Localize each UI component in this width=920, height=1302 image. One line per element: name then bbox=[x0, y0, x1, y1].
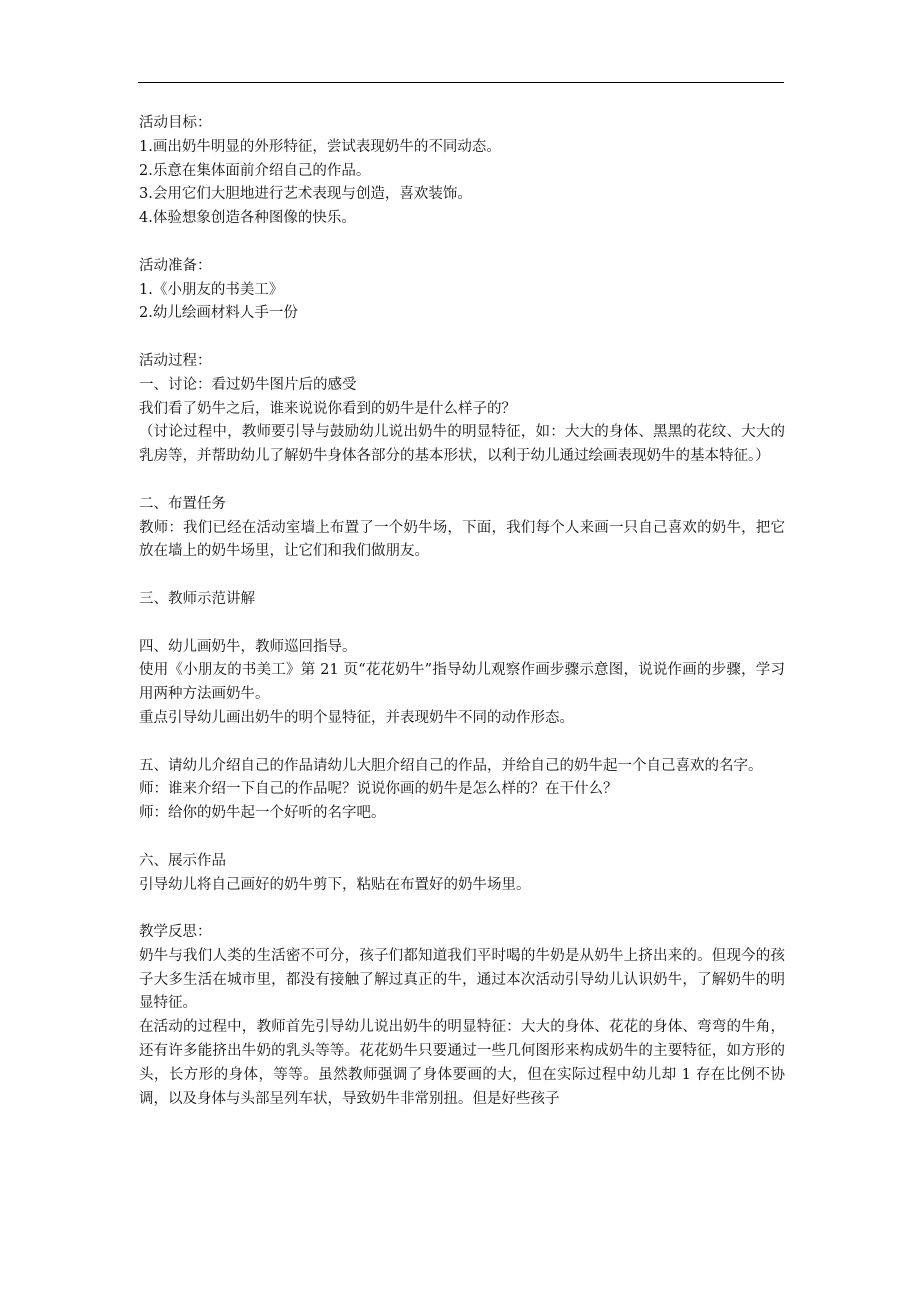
prep-item: 2.幼儿绘画材料人手一份 bbox=[139, 305, 298, 322]
spacer bbox=[139, 897, 785, 921]
spacer bbox=[139, 231, 785, 255]
step4-text: 使用《小朋友的书美工》第 21 页“花花奶牛”指导幼儿观察作画步骤示意图，说说作画的步骤，学习用两种方法画奶牛。 bbox=[139, 662, 785, 703]
reflection-paragraph: 在活动的过程中，教师首先引导幼儿说出奶牛的明显特征：大大的身体、花花的身体、弯弯的牛角，还有许多能挤出牛奶的乳头等等。花花奶牛只要通过一些几何图形来构成奶牛的主要特征，如方形的头，长方形的身体，等等。虽然教师强调了身体要画的大，但在实际过程中幼儿却 1 存在比例不协调，以及身体与头部呈列车状，导致奶牛非常别扭。但是好些孩子 bbox=[139, 1019, 785, 1107]
step1-title: 一、讨论：看过奶牛图片后的感受 bbox=[139, 376, 357, 393]
prep-heading: 活动准备： bbox=[139, 257, 212, 274]
goal-item: 4.体验想象创造各种图像的快乐。 bbox=[139, 210, 356, 227]
step4-text: 重点引导幼儿画出奶牛的明个显特征，并表现奶牛不同的动作形态。 bbox=[139, 709, 574, 726]
step6-text: 引导幼儿将自己画好的奶牛剪下，粘贴在布置好的奶牛场里。 bbox=[139, 876, 531, 893]
reflection-paragraph: 奶牛与我们人类的生活密不可分，孩子们都知道我们平时喝的牛奶是从奶牛上挤出来的。但现今的孩子大多生活在城市里，都没有接触了解过真正的牛，通过本次活动引导幼儿认识奶牛，了解奶牛的明显特征。 bbox=[139, 947, 785, 1012]
document-body bbox=[139, 112, 785, 1111]
spacer bbox=[139, 469, 785, 493]
step5-title: 五、请幼儿介绍自己的作品请幼儿大胆介绍自己的作品，并给自己的奶牛起一个自己喜欢的名字。 bbox=[139, 757, 763, 774]
spacer bbox=[139, 326, 785, 350]
reflection-heading: 教学反思： bbox=[139, 924, 212, 941]
step6-title: 六、展示作品 bbox=[139, 852, 226, 869]
goal-item: 1.画出奶牛明显的外形特征，尝试表现奶牛的不同动态。 bbox=[139, 138, 501, 155]
step5-question: 师：谁来介绍一下自己的作品呢？说说你画的奶牛是怎么样的？在干什么？ bbox=[139, 781, 618, 798]
step5-question: 师：给你的奶牛起一个好听的名字吧。 bbox=[139, 805, 386, 822]
step4-title: 四、幼儿画奶牛，教师巡回指导。 bbox=[139, 638, 357, 655]
spacer bbox=[139, 564, 785, 588]
header-rule bbox=[138, 82, 784, 83]
step2-title: 二、布置任务 bbox=[139, 495, 226, 512]
spacer bbox=[139, 826, 785, 850]
step1-question: 我们看了奶牛之后，谁来说说你看到的奶牛是什么样子的？ bbox=[139, 400, 516, 417]
step2-text: 教师：我们已经在活动室墙上布置了一个奶牛场，下面，我们每个人来画一只自己喜欢的奶牛，把它放在墙上的奶牛场里，让它们和我们做朋友。 bbox=[139, 519, 785, 560]
goal-item: 3.会用它们大胆地进行艺术表现与创造，喜欢装饰。 bbox=[139, 186, 472, 203]
prep-item: 1.《小朋友的书美工》 bbox=[139, 281, 284, 298]
step1-note: （讨论过程中，教师要引导与鼓励幼儿说出奶牛的明显特征，如：大大的身体、黑黑的花纹、大大的乳房等，并帮助幼儿了解奶牛身体各部分的基本形状，以利于幼儿通过绘画表现奶牛的基本特征。） bbox=[139, 424, 785, 465]
spacer bbox=[139, 731, 785, 755]
step3-title: 三、教师示范讲解 bbox=[139, 590, 255, 607]
goal-item: 2.乐意在集体面前介绍自己的作品。 bbox=[139, 162, 371, 179]
goals-heading: 活动目标： bbox=[139, 115, 212, 131]
spacer bbox=[139, 612, 785, 636]
process-heading: 活动过程： bbox=[139, 352, 212, 369]
